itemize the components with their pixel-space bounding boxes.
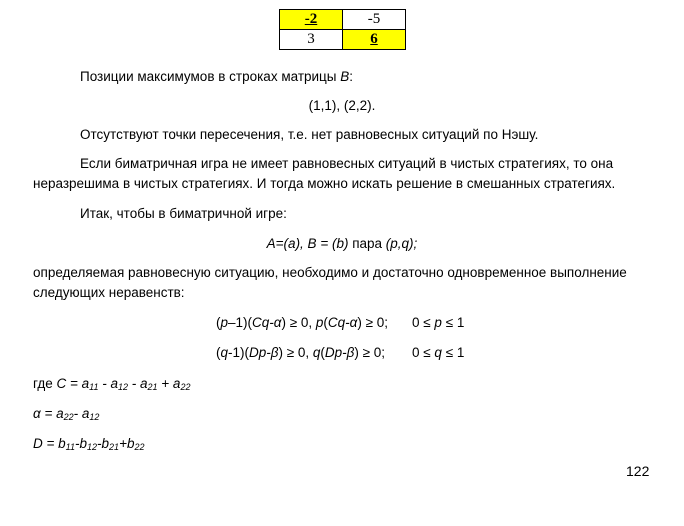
inequality-1 xyxy=(216,315,388,331)
paragraph-no-equilibrium-line1: Если биматричная игра не имеет равновесных ситуаций в чистых стратегиях, то она xyxy=(80,156,614,171)
t: p xyxy=(434,315,442,330)
matrix-cell-1-2: -5 xyxy=(343,10,406,30)
t: -b xyxy=(97,436,110,451)
t: ) ≥ 0; xyxy=(357,315,389,330)
matrix-cell-2-1: 3 xyxy=(280,30,343,50)
paragraph-no-intersection: Отсутствуют точки пересечения, т.е. нет равновесных ситуаций по Нэшу. xyxy=(80,127,539,142)
t: 21 xyxy=(147,382,158,392)
t: ≤ 1 xyxy=(441,345,465,360)
t: ) ≥ 0; xyxy=(354,345,386,360)
formula-ab xyxy=(0,236,684,252)
t: ) ≥ 0, xyxy=(281,315,316,330)
t: ( xyxy=(320,345,325,360)
paragraph-condition-line2: следующих неравенств: xyxy=(33,285,185,300)
matrix-row-1 xyxy=(280,10,406,30)
var-b: B xyxy=(340,69,350,84)
text-span: пара xyxy=(348,236,386,251)
paragraph-condition-line1: определяемая равновесную ситуацию, необходимо и достаточно одновременное выполнение xyxy=(33,265,627,280)
t: 0 ≤ xyxy=(412,345,435,360)
t: –1)( xyxy=(228,315,253,330)
t: + a xyxy=(157,376,181,391)
inequality-2-range xyxy=(412,345,464,361)
t: 12 xyxy=(117,382,128,392)
page-number: 122 xyxy=(626,463,650,479)
t: q xyxy=(220,345,229,360)
t: ( xyxy=(216,315,221,330)
matrix-row-2 xyxy=(280,30,406,50)
t: - a xyxy=(98,376,118,391)
t: Dp-β xyxy=(324,345,355,360)
t: - a xyxy=(128,376,148,391)
t: Dp-β xyxy=(249,345,279,360)
definition-c xyxy=(33,376,190,392)
formula-pq: (p,q); xyxy=(385,236,418,251)
t: q xyxy=(312,345,321,360)
t: 22 xyxy=(134,442,145,452)
t: - a xyxy=(73,406,90,421)
t: q xyxy=(434,345,442,360)
t: Cq-α xyxy=(327,315,358,330)
matrix-cell-1-1: -2 xyxy=(280,10,343,30)
t: 0 ≤ xyxy=(412,315,435,330)
text-span: : xyxy=(349,69,354,84)
t: 11 xyxy=(65,442,75,452)
positions-line: (1,1), (2,2). xyxy=(308,98,376,113)
t: α = a xyxy=(33,406,64,421)
paragraph-so: Итак, чтобы в биматричной игре: xyxy=(80,206,287,221)
payoff-matrix-b xyxy=(279,9,406,50)
t: +b xyxy=(119,436,135,451)
inequality-1-range xyxy=(412,315,464,331)
t: ≤ 1 xyxy=(441,315,465,330)
t: 11 xyxy=(89,382,99,392)
t: ) ≥ 0, xyxy=(278,345,313,360)
paragraph-max-positions xyxy=(80,69,353,85)
t: p xyxy=(220,315,229,330)
text-span: Позиции максимумов в строках матрицы xyxy=(80,69,341,84)
t: 21 xyxy=(109,442,120,452)
t: где xyxy=(33,376,57,391)
definition-d xyxy=(33,436,144,452)
formula-matrices: A=(a), B = (b) xyxy=(266,236,349,251)
t: -1)( xyxy=(228,345,250,360)
formula-c xyxy=(56,376,190,391)
t: 22 xyxy=(63,412,74,422)
t: ( xyxy=(216,345,221,360)
t: C = a xyxy=(56,376,90,391)
t: Cq-α xyxy=(252,315,282,330)
t: D = b xyxy=(33,436,66,451)
paragraph-no-equilibrium-line2: неразрешима в чистых стратегиях. И тогда можно искать решение в смешанных стратегиях. xyxy=(33,176,616,191)
definition-alpha xyxy=(33,406,99,422)
matrix-cell-2-2: 6 xyxy=(343,30,406,50)
t: 22 xyxy=(180,382,191,392)
t: -b xyxy=(75,436,88,451)
t: p xyxy=(315,315,324,330)
t: 12 xyxy=(87,442,98,452)
t: ( xyxy=(323,315,328,330)
inequality-2 xyxy=(216,345,385,361)
t: 12 xyxy=(89,412,100,422)
